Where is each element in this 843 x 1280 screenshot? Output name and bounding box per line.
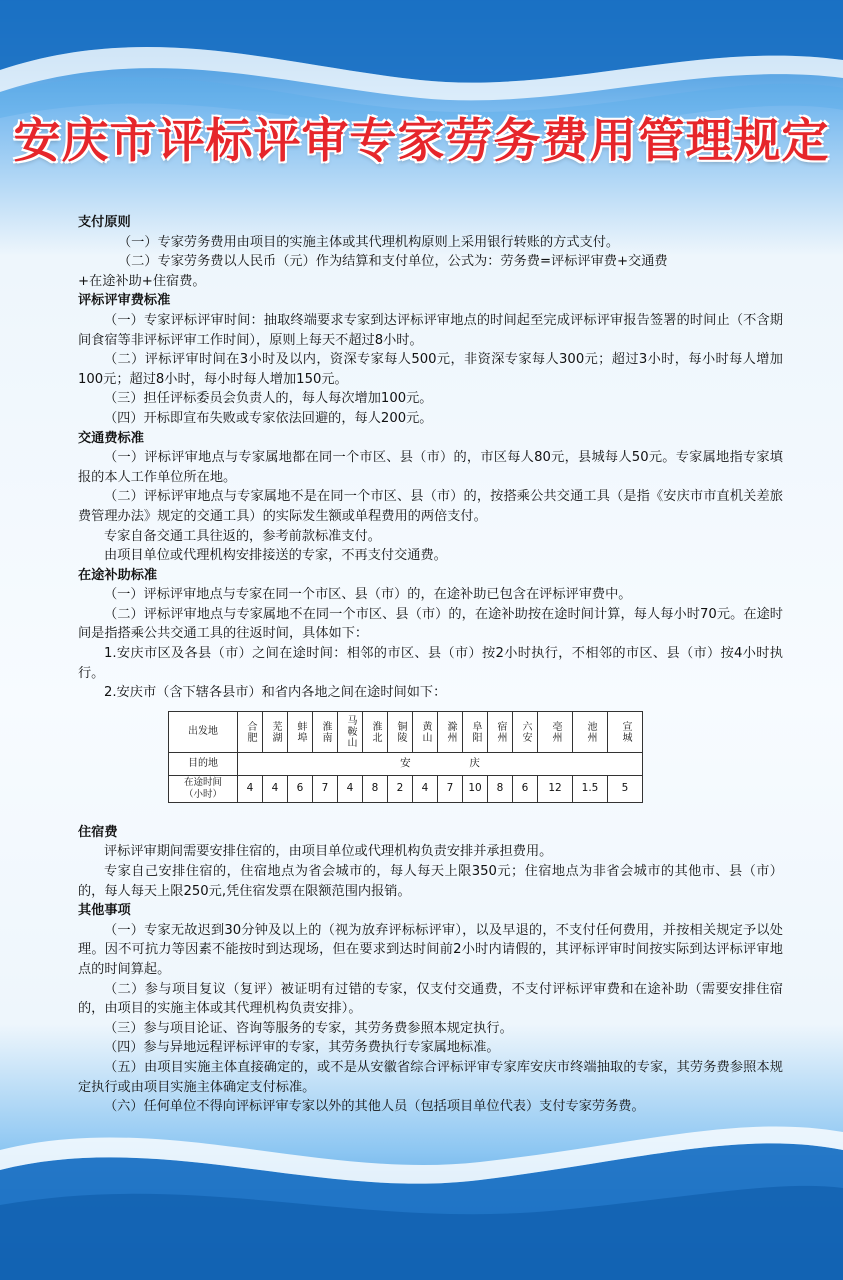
table-cell-hours: 7 [313,775,338,802]
paragraph: （一）专家评标评审时间：抽取终端要求专家到达评标评审地点的时间起至完成评标评审报告签署的时间止（不含期间食宿等非评标评审工作时间），原则上每天不超过8小时。 [78,312,783,348]
section-heading-transport: 交通费标准 [78,430,144,446]
paragraph: （二）专家劳务费以人民币（元）作为结算和支付单位，公式为：劳务费=评标评审费+交通费 [118,254,668,270]
paragraph: （四）参与异地远程评标评审的专家，其劳务费执行专家属地标准。 [104,1040,500,1056]
table-cell-hours: 4 [238,775,263,802]
table-cell-hours: 5 [608,775,643,802]
table-cell-city: 滁州 [438,711,463,752]
table-cell-city: 宿州 [488,711,513,752]
table-cell-hours: 4 [338,775,363,802]
table-header-destination: 目的地 [169,752,238,775]
table-cell-hours: 8 [488,775,513,802]
section-heading-review-fee: 评标评审费标准 [78,293,171,309]
document-body [78,213,783,1117]
table-cell-hours: 1.5 [573,775,608,802]
table-cell-city: 六安 [513,711,538,752]
table-cell-hours: 4 [413,775,438,802]
section-heading-other: 其他事项 [78,903,131,919]
table-cell-city: 芜湖 [263,711,288,752]
paragraph: 由项目单位或代理机构安排接送的专家，不再支付交通费。 [104,548,447,564]
paragraph: （一）专家劳务费用由项目的实施主体或其代理机构原则上采用银行转账的方式支付。 [118,234,620,250]
paragraph: 1.安庆市区及各县（市）之间在途时间：相邻的市区、县（市）按2小时执行，不相邻的市区、县（市）按4小时执行。 [78,646,783,681]
section-heading-payment: 支付原则 [78,215,131,230]
paragraph: 专家自备交通工具往返的，参考前款标准支付。 [104,528,381,544]
table-cell-city: 亳州 [538,711,573,752]
table-cell-hours: 6 [513,775,538,802]
table-cell-city: 黄山 [413,711,438,752]
table-cell-hours: 6 [288,775,313,802]
travel-time-table [168,711,643,803]
section-heading-lodging: 住宿费 [78,824,118,840]
paragraph: 2.安庆市（含下辖各县市）和省内各地之间在途时间如下： [104,685,447,701]
table-cell-hours: 8 [363,775,388,802]
table-cell-destination [238,752,643,775]
table-row-destination [169,752,643,775]
table-cell-city: 池州 [573,711,608,752]
section-heading-travel-allowance: 在途补助标准 [78,567,158,583]
paragraph: （五）由项目实施主体直接确定的，或不是从安徽省综合评标评审专家库安庆市终端抽取的专家，其劳务费参照本规定执行或由项目实施主体确定支付标准。 [78,1059,783,1095]
paragraph: （六）任何单位不得向评标评审专家以外的其他人员（包括项目单位代表）支付专家劳务费。 [104,1099,645,1115]
table-cell-city: 马鞍山 [338,711,363,752]
paragraph: 专家自己安排住宿的，住宿地点为省会城市的，每人每天上限350元；住宿地点为非省会城市的其他市、县（市）的，每人每天上限250元,凭住宿发票在限额范围内报销。 [78,864,783,899]
paragraph: （三）参与项目论证、咨询等服务的专家，其劳务费参照本规定执行。 [104,1020,513,1036]
paragraph: （三）担任评标委员会负责人的，每人每次增加100元。 [104,391,433,407]
paragraph: （二）评标评审地点与专家属地不在同一个市区、县（市）的，在途补助按在途时间计算，每人每小时70元。在途时间是指搭乘公共交通工具的往返时间，具体如下： [78,606,783,642]
destination-char: 庆 [469,757,480,770]
paragraph: 评标评审期间需要安排住宿的，由项目单位或代理机构负责安排并承担费用。 [104,844,553,860]
paragraph: （四）开标即宣布失败或专家依法回避的，每人200元。 [104,410,433,426]
paragraph: （二）评标评审地点与专家属地不是在同一个市区、县（市）的，按搭乘公共交通工具（是指《安庆市市直机关差旅费管理办法》规定的交通工具）的实际发生额或单程费用的两倍支付。 [78,489,783,524]
table-cell-city: 淮北 [363,711,388,752]
table-row-hours [169,775,643,802]
table-cell-city: 宣城 [608,711,643,752]
table-cell-city: 合肥 [238,711,263,752]
destination-char: 安 [400,757,411,770]
paragraph: （二）评标评审时间在3小时及以内，资深专家每人500元，非资深专家每人300元；超过3小时，每小时每人增加100元；超过8小时，每小时每人增加150元。 [78,352,783,387]
table-header-origin: 出发地 [169,711,238,752]
table-row-origin [169,711,643,752]
paragraph: （一）评标评审地点与专家在同一个市区、县（市）的，在途补助已包含在评标评审费中。 [104,587,632,603]
table-cell-hours: 4 [263,775,288,802]
table-cell-city: 蚌埠 [288,711,313,752]
paragraph: （二）参与项目复议（复评）被证明有过错的专家，仅支付交通费，不支付评标评审费和在途补助（需要安排住宿的，由项目的实施主体或其代理机构负责安排）。 [78,981,783,1017]
page-title: 安庆市评标评审专家劳务费用管理规定 [13,114,830,169]
paragraph-continuation: +在途补助+住宿费。 [78,273,206,289]
table-cell-city: 淮南 [313,711,338,752]
paragraph: （一）专家无故迟到30分钟及以上的（视为放弃评标标评审），以及早退的，不支付任何费用，并按相关规定予以处理。因不可抗力等因素不能按时到达现场，但在要求到达时间前2小时内请假的，其评标评审时间按实际到达评标评审地点的时间算起。 [78,922,783,977]
table-cell-hours: 2 [388,775,413,802]
table-cell-hours: 10 [463,775,488,802]
table-cell-hours: 7 [438,775,463,802]
table-cell-hours: 12 [538,775,573,802]
table-header-hours: 在途时间 （小时） [169,775,238,802]
table-cell-city: 铜陵 [388,711,413,752]
table-cell-city: 阜阳 [463,711,488,752]
paragraph: （一）评标评审地点与专家属地都在同一个市区、县（市）的，市区每人80元，县城每人50元。专家属地指专家填报的本人工作单位所在地。 [78,450,783,485]
